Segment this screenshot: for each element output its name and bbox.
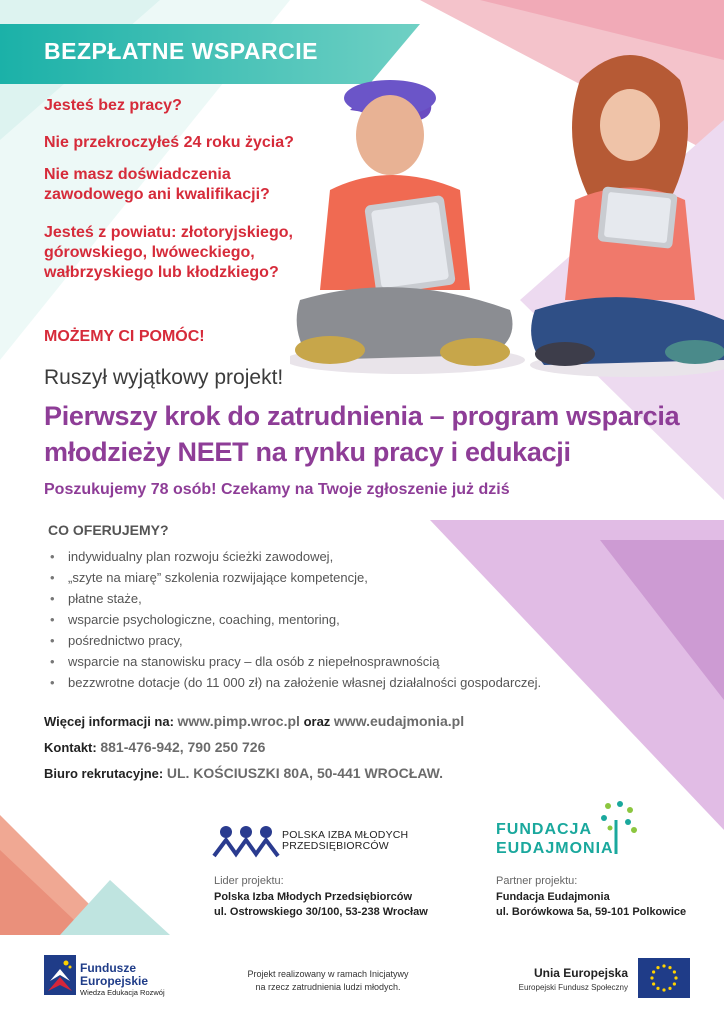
eu-stars-flag-icon bbox=[638, 958, 690, 998]
question-county: Jesteś z powiatu: złotoryjskiego, górowskiego, lwóweckiego, wałbrzyskiego lub kłodzkiego? bbox=[44, 224, 293, 281]
pimp-logo-text bbox=[282, 830, 408, 852]
eu-star bbox=[674, 976, 677, 979]
eu-subtitle: Europejski Fundusz Społeczny bbox=[518, 983, 628, 992]
list-item: • pośrednictwo pracy, bbox=[50, 630, 630, 651]
office-line bbox=[44, 765, 443, 781]
fe-line2: Europejskie bbox=[80, 974, 149, 988]
eud-logo-line1: FUNDACJA bbox=[496, 821, 592, 838]
fundusze-europejskie-flag-icon bbox=[44, 955, 76, 995]
project-intro: Ruszył wyjątkowy projekt! bbox=[44, 366, 284, 389]
offer-list bbox=[50, 546, 630, 693]
fe-line3: Wiedza Edukacja Rozwój bbox=[80, 988, 165, 997]
three-people-logo-icon bbox=[212, 822, 282, 862]
partner-name: Fundacja Eudajmonia bbox=[496, 891, 610, 903]
question-experience: Nie masz doświadczenia zawodowego ani kwalifikacji? bbox=[44, 166, 270, 203]
list-item: • wsparcie na stanowisku pracy – dla osób z niepełnosprawnością bbox=[50, 651, 630, 672]
note-line2: na rzecz zatrudnienia ludzi młodych. bbox=[255, 982, 401, 992]
pimp-logo-line2: PRZEDSIĘBIORCÓW bbox=[282, 840, 389, 852]
link-eudajmonia[interactable]: www.eudajmonia.pl bbox=[333, 713, 465, 729]
eu-star bbox=[652, 982, 655, 985]
partner-address: ul. Borówkowa 5a, 59-101 Polkowice bbox=[496, 906, 687, 918]
pimp-logo-line1: POLSKA IZBA MŁODYCH bbox=[282, 829, 409, 841]
leader-address: ul. Ostrowskiego 30/100, 53-238 Wrocław bbox=[214, 906, 428, 918]
eu-star bbox=[656, 987, 659, 990]
question-age: Nie przekroczyłeś 24 roku życia? bbox=[44, 134, 294, 151]
link-pimp[interactable]: www.pimp.wroc.pl bbox=[177, 713, 300, 729]
eu-star bbox=[652, 970, 655, 973]
eu-star bbox=[668, 987, 671, 990]
eu-star bbox=[650, 976, 653, 979]
fe-line1: Fundusze bbox=[80, 961, 136, 975]
leader-label: Lider projektu: bbox=[214, 875, 284, 887]
leader-name: Polska Izba Młodych Przedsiębiorców bbox=[214, 891, 413, 903]
list-item: • wsparcie psychologiczne, coaching, mentoring, bbox=[50, 609, 630, 630]
eu-star bbox=[668, 966, 671, 969]
list-item: • „szyte na miarę” szkolenia rozwijające kompetencje, bbox=[50, 567, 630, 588]
eudajmonia-logo-text bbox=[496, 820, 614, 858]
question-unemployed: Jesteś bez pracy? bbox=[44, 97, 182, 114]
eu-star bbox=[673, 970, 676, 973]
eu-star bbox=[673, 982, 676, 985]
contact-line bbox=[44, 739, 265, 755]
list-item: • indywidualny plan rozwoju ścieżki zawodowej, bbox=[50, 546, 630, 567]
note-line1: Projekt realizowany w ramach Inicjatywy bbox=[247, 969, 409, 979]
teenagers-with-tablets-illustration bbox=[290, 40, 724, 380]
fe-logo-title bbox=[80, 962, 148, 988]
contact-phones: 881-476-942, 790 250 726 bbox=[100, 739, 266, 755]
footer-note bbox=[228, 968, 428, 994]
office-address: UL. KOŚCIUSZKI 80A, 50-441 WROCŁAW. bbox=[166, 765, 443, 781]
list-item: • płatne staże, bbox=[50, 588, 630, 609]
eu-title: Unia Europejska bbox=[533, 966, 628, 980]
cta-text: MOŻEMY CI POMÓC! bbox=[44, 328, 205, 345]
banner-title: BEZPŁATNE WSPARCIE bbox=[44, 38, 318, 64]
more-info-line bbox=[44, 713, 464, 729]
project-title: Pierwszy krok do zatrudnienia – program wsparcia młodzieży NEET na rynku pracy i edukacji bbox=[44, 401, 680, 467]
contact-label: Kontakt: bbox=[44, 740, 97, 755]
eu-star bbox=[656, 966, 659, 969]
tree-dots-logo-icon bbox=[598, 800, 638, 856]
and-word: oraz bbox=[303, 714, 331, 729]
eud-logo-line2: EUDAJMONIA bbox=[496, 840, 614, 857]
office-label: Biuro rekrutacyjne: bbox=[44, 766, 164, 781]
partner-label: Partner projektu: bbox=[496, 875, 578, 887]
offer-heading: CO OFERUJEMY? bbox=[48, 522, 169, 538]
list-item: • bezzwrotne dotacje (do 11 000 zł) na założenie własnej działalności gospodarczej. bbox=[50, 672, 630, 693]
more-info-label: Więcej informacji na: bbox=[44, 714, 174, 729]
eu-star bbox=[662, 988, 665, 991]
eu-star bbox=[662, 964, 665, 967]
project-subtitle: Poszukujemy 78 osób! Czekamy na Twoje zgłoszenie już dziś bbox=[44, 481, 510, 498]
